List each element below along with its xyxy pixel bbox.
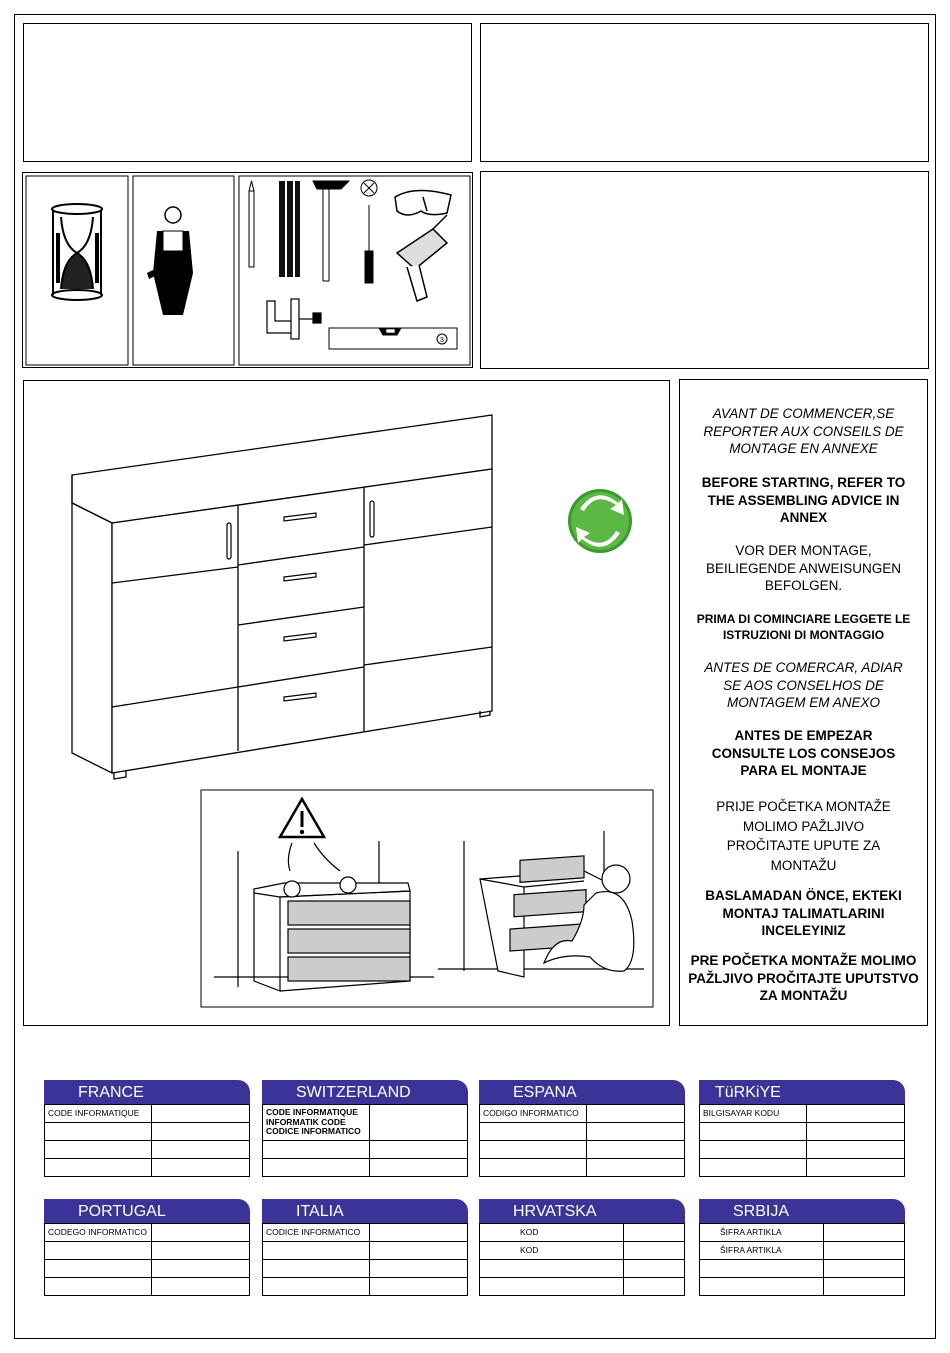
code-label-cell: CODIGO INFORMATICO xyxy=(480,1105,587,1123)
hourglass-icon xyxy=(52,204,102,300)
table-row xyxy=(480,1159,685,1177)
table-row xyxy=(700,1224,905,1242)
screwdriver-icon xyxy=(361,180,377,283)
table-row xyxy=(263,1141,468,1159)
code-label-cell xyxy=(45,1242,152,1260)
table-row xyxy=(480,1242,685,1260)
code-value-cell[interactable] xyxy=(152,1123,250,1141)
table-row xyxy=(263,1105,468,1141)
code-value-cell[interactable] xyxy=(152,1159,250,1177)
country-header xyxy=(44,1199,250,1223)
blank-box-middle-right xyxy=(480,171,929,369)
table-row xyxy=(45,1123,250,1141)
warning-text-portuguese: ANTES DE COMERCAR, ADIAR SE AOS CONSELHOS DE MONTAGEM EM ANEXO xyxy=(704,660,903,710)
country-code-table xyxy=(44,1223,250,1296)
code-label-cell xyxy=(45,1141,152,1159)
code-value-cell[interactable] xyxy=(370,1159,468,1177)
code-label-cell xyxy=(480,1159,587,1177)
code-label-cell: BILGISAYAR KODU xyxy=(700,1105,807,1123)
country-code-table xyxy=(479,1223,685,1296)
code-label-cell: CODE INFORMATIQUE xyxy=(45,1105,152,1123)
code-value-cell[interactable] xyxy=(370,1260,468,1278)
country-header xyxy=(699,1199,905,1223)
blank-box-top-right xyxy=(480,23,929,162)
code-label-cell xyxy=(45,1123,152,1141)
code-value-cell[interactable] xyxy=(370,1278,468,1296)
table-row xyxy=(700,1123,905,1141)
code-label-cell xyxy=(45,1278,152,1296)
country-header xyxy=(44,1080,250,1104)
green-dot-recycling-icon xyxy=(568,489,632,553)
code-value-cell[interactable] xyxy=(370,1242,468,1260)
warning-text-croatian: PRIJE POČETKA MONTAŽE MOLIMO PAŽLJIVO PROČITAJTE UPUTE ZA MONTAŽU xyxy=(716,799,891,873)
code-label-cell: CODE INFORMATIQUE INFORMATIK CODE CODICE INFORMATICO xyxy=(263,1105,370,1141)
warning-text-serbian: PRE POČETKA MONTAŽE MOLIMO PAŽLJIVO PROČITAJTE UPUTSTVO ZA MONTAŽU xyxy=(688,953,919,1003)
code-label-cell: KOD xyxy=(480,1242,624,1260)
table-row xyxy=(480,1105,685,1123)
level-mark-label: 3 xyxy=(440,337,444,344)
warning-text-turkish: BASLAMADAN ÖNCE, EKTEKI MONTAJ TALIMATLARINI INCELEYINIZ xyxy=(705,888,902,938)
warning-text-italian: PRIMA DI COMINCIARE LEGGETE LE ISTRUZIONI DI MONTAGGIO xyxy=(696,612,911,642)
table-row xyxy=(480,1260,685,1278)
code-label-cell: CODICE INFORMATICO xyxy=(263,1224,370,1242)
assembly-requirements-illustration xyxy=(23,173,474,369)
table-row xyxy=(263,1224,468,1242)
code-value-cell[interactable] xyxy=(152,1242,250,1260)
code-label-cell xyxy=(263,1159,370,1177)
code-value-cell[interactable] xyxy=(587,1159,685,1177)
code-value-cell[interactable] xyxy=(807,1123,905,1141)
code-label-cell xyxy=(480,1123,587,1141)
code-value-cell[interactable] xyxy=(807,1141,905,1159)
table-row xyxy=(480,1123,685,1141)
code-value-cell[interactable] xyxy=(370,1224,468,1242)
code-value-cell[interactable] xyxy=(152,1260,250,1278)
code-value-cell[interactable] xyxy=(370,1141,468,1159)
table-row xyxy=(45,1105,250,1123)
code-value-cell[interactable] xyxy=(824,1224,905,1242)
country-header xyxy=(479,1080,685,1104)
code-label-cell xyxy=(263,1260,370,1278)
worker-icon xyxy=(147,207,193,315)
hammer-icon xyxy=(313,181,349,281)
table-row xyxy=(700,1242,905,1260)
code-value-cell[interactable] xyxy=(624,1242,685,1260)
country-code-table xyxy=(479,1104,685,1177)
code-value-cell[interactable] xyxy=(824,1278,905,1296)
table-row xyxy=(700,1141,905,1159)
warning-text-french: AVANT DE COMMENCER,SE REPORTER AUX CONSEILS DE MONTAGE EN ANNEXE xyxy=(703,406,904,456)
table-row xyxy=(480,1278,685,1296)
country-name: ESPANA xyxy=(513,1084,577,1101)
code-label-cell xyxy=(263,1278,370,1296)
code-value-cell[interactable] xyxy=(152,1105,250,1123)
code-value-cell[interactable] xyxy=(824,1242,905,1260)
warning-text-spanish: ANTES DE EMPEZAR CONSULTE LOS CONSEJOS PARA EL MONTAJE xyxy=(711,728,896,778)
code-label-cell: KOD xyxy=(480,1224,624,1242)
code-label-cell xyxy=(480,1260,624,1278)
code-label-cell xyxy=(45,1159,152,1177)
multilingual-warning-panel xyxy=(679,379,928,1026)
code-label-cell xyxy=(700,1260,824,1278)
country-code-table xyxy=(44,1104,250,1177)
spirit-level-icon xyxy=(329,328,457,349)
code-label-cell xyxy=(45,1260,152,1278)
safety-goggles-icon xyxy=(395,190,451,215)
country-code-table xyxy=(262,1223,468,1296)
table-row xyxy=(700,1159,905,1177)
code-value-cell[interactable] xyxy=(587,1141,685,1159)
country-code-table xyxy=(699,1223,905,1296)
code-value-cell[interactable] xyxy=(152,1278,250,1296)
clamp-icon xyxy=(267,299,321,339)
code-value-cell[interactable] xyxy=(824,1260,905,1278)
code-value-cell[interactable] xyxy=(152,1224,250,1242)
table-row xyxy=(263,1242,468,1260)
table-row xyxy=(45,1159,250,1177)
country-name: ITALIA xyxy=(296,1203,344,1220)
table-row xyxy=(480,1224,685,1242)
code-label-cell: ŠIFRA ARTIKLA xyxy=(700,1224,824,1242)
country-name: HRVATSKA xyxy=(513,1203,597,1220)
country-header xyxy=(479,1199,685,1223)
country-name: FRANCE xyxy=(78,1084,144,1101)
country-name: SRBIJA xyxy=(733,1203,790,1220)
pencil-icon xyxy=(249,181,254,267)
code-value-cell[interactable] xyxy=(152,1141,250,1159)
code-label-cell xyxy=(700,1159,807,1177)
table-row xyxy=(700,1260,905,1278)
table-row xyxy=(45,1242,250,1260)
country-name: SWITZERLAND xyxy=(296,1084,411,1101)
product-illustration-panel xyxy=(23,380,670,1026)
table-row xyxy=(45,1141,250,1159)
code-label-cell xyxy=(700,1278,824,1296)
assembly-requirements-panel xyxy=(22,172,473,368)
sideboard-drawing xyxy=(24,381,671,1027)
table-row xyxy=(45,1278,250,1296)
country-header xyxy=(262,1080,468,1104)
code-label-cell: CODEGO INFORMATICO xyxy=(45,1224,152,1242)
folding-rule-icon xyxy=(279,181,300,277)
code-label-cell xyxy=(480,1278,624,1296)
drill-icon xyxy=(397,215,447,301)
warning-text-german: VOR DER MONTAGE, BEILIEGENDE ANWEISUNGEN BEFOLGEN. xyxy=(705,543,902,593)
country-code-table xyxy=(699,1104,905,1177)
table-row xyxy=(700,1105,905,1123)
code-label-cell xyxy=(700,1123,807,1141)
warning-text-english: BEFORE STARTING, REFER TO THE ASSEMBLING ADVICE IN ANNEX xyxy=(701,475,906,525)
code-value-cell[interactable] xyxy=(587,1123,685,1141)
table-row xyxy=(263,1260,468,1278)
country-header xyxy=(262,1199,468,1223)
code-label-cell: ŠIFRA ARTIKLA xyxy=(700,1242,824,1260)
sideboard-side xyxy=(72,503,112,773)
code-value-cell[interactable] xyxy=(624,1260,685,1278)
code-label-cell xyxy=(263,1242,370,1260)
code-label-cell xyxy=(480,1141,587,1159)
country-code-table xyxy=(262,1104,468,1177)
code-value-cell[interactable] xyxy=(624,1278,685,1296)
code-value-cell[interactable] xyxy=(587,1105,685,1123)
code-label-cell xyxy=(263,1141,370,1159)
country-name: PORTUGAL xyxy=(78,1203,166,1220)
blank-box-top-left xyxy=(23,23,472,162)
code-value-cell[interactable] xyxy=(807,1105,905,1123)
table-row xyxy=(45,1224,250,1242)
code-value-cell[interactable] xyxy=(807,1159,905,1177)
code-value-cell[interactable] xyxy=(370,1105,468,1141)
table-row xyxy=(480,1141,685,1159)
table-row xyxy=(700,1278,905,1296)
code-label-cell xyxy=(700,1141,807,1159)
table-row xyxy=(263,1278,468,1296)
table-row xyxy=(45,1260,250,1278)
code-value-cell[interactable] xyxy=(624,1224,685,1242)
country-name: TüRKiYE xyxy=(715,1084,781,1101)
table-row xyxy=(263,1159,468,1177)
country-header xyxy=(699,1080,905,1104)
